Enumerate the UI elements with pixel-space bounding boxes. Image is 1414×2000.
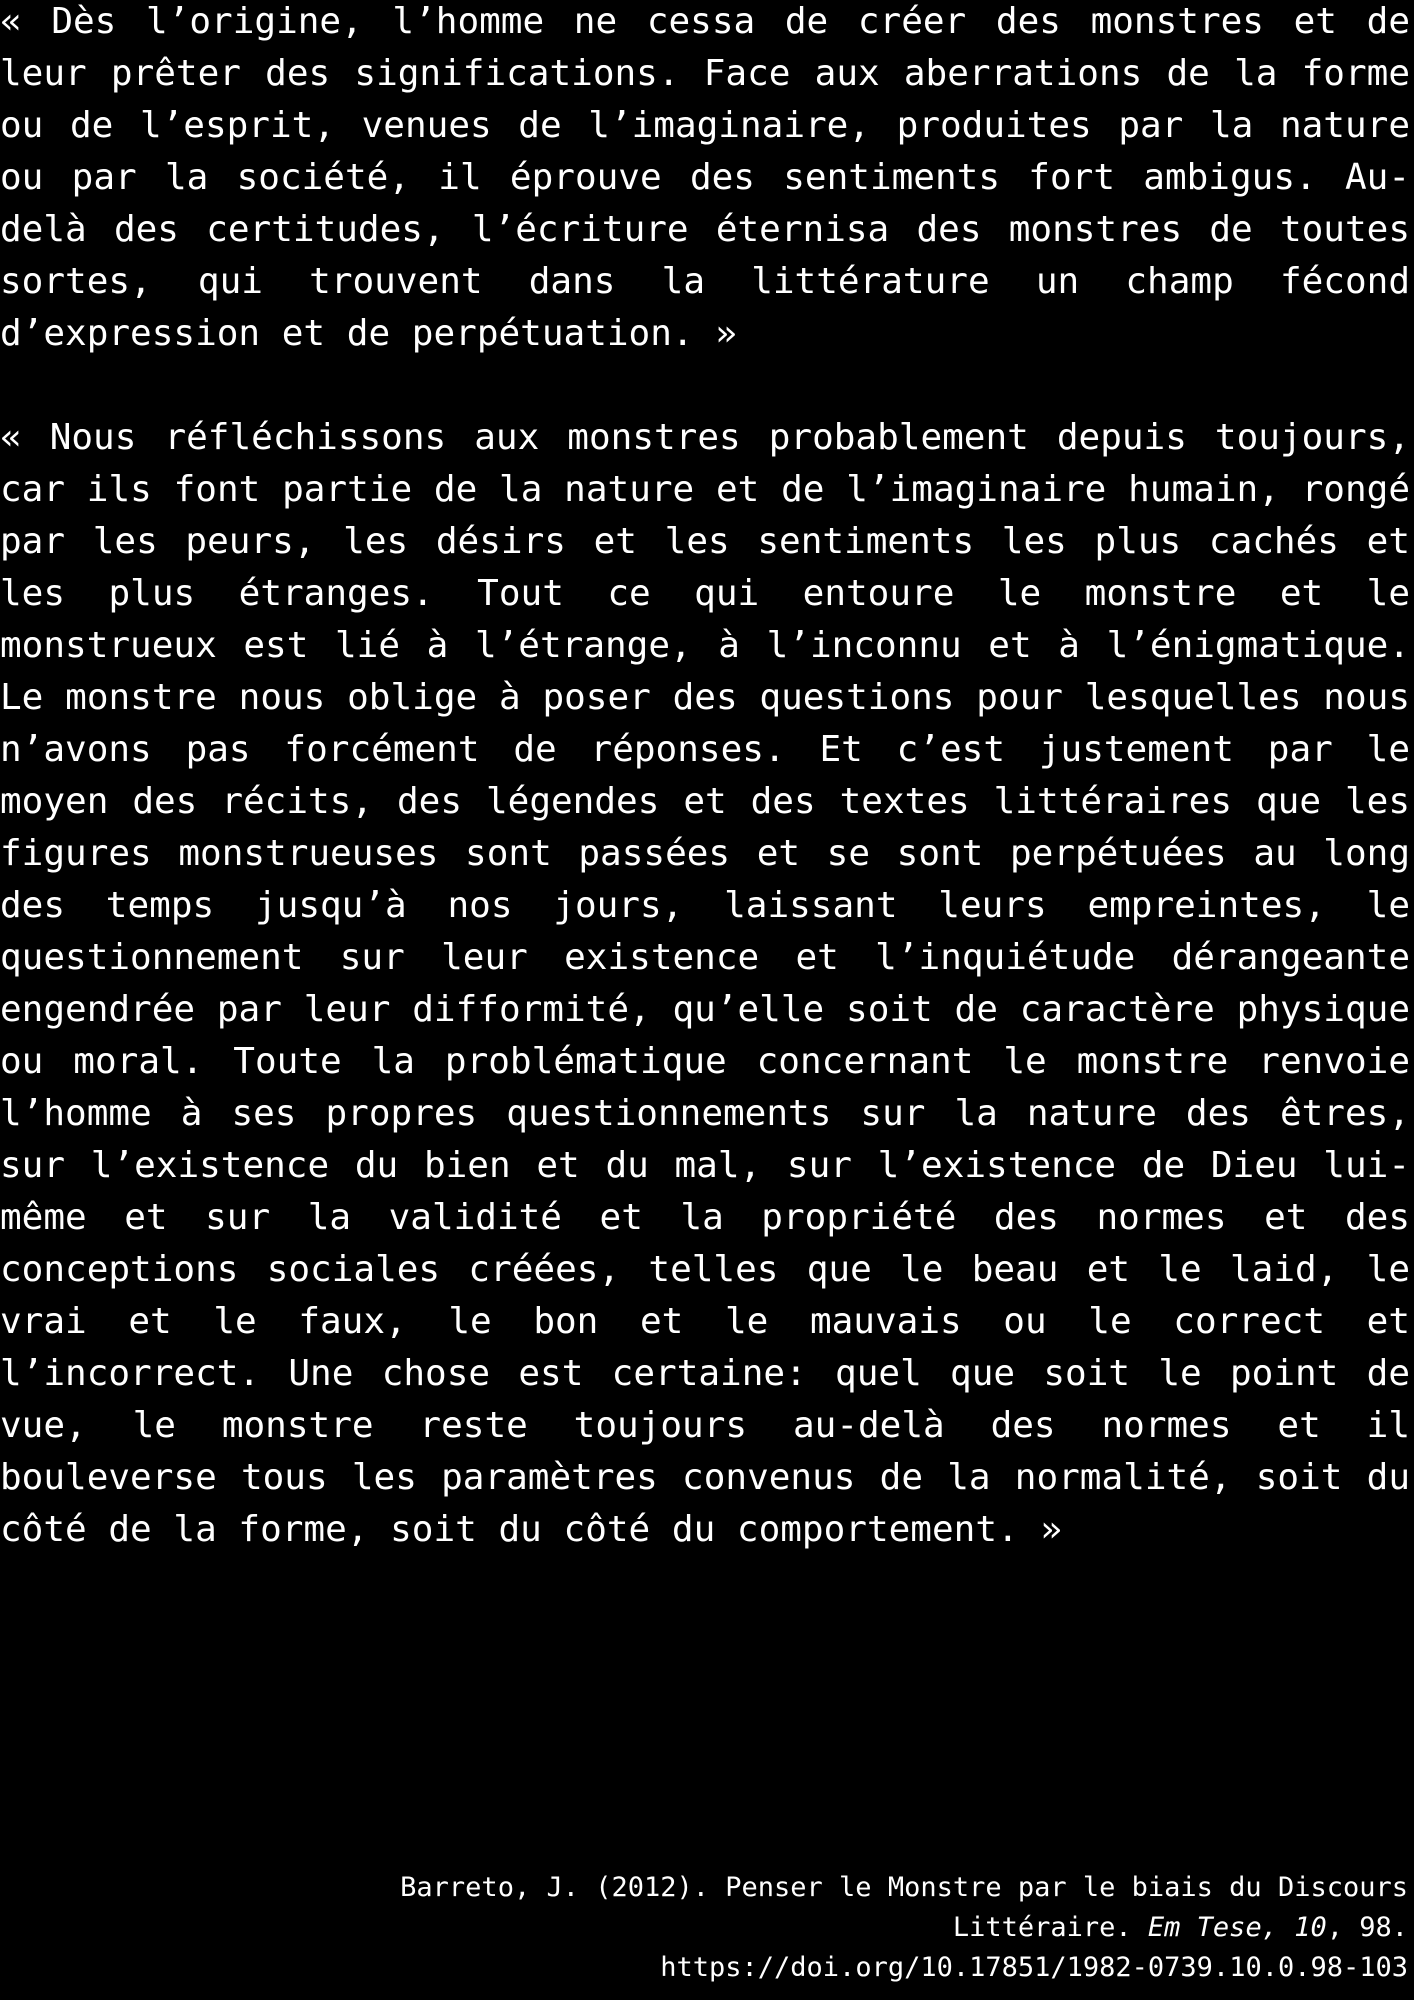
citation-line-1: Barreto, J. (2012). Penser le Monstre par le biais du Discours	[400, 1872, 1408, 1903]
quote-paragraph-2: « Nous réfléchissons aux monstres probablement depuis toujours, car ils font partie de la nature et de l’imaginaire humain, rongé par les peurs, les désirs et les sentiments les plus cachés et les plus étranges. Tout ce qui entoure le monstre et le monstrueux est lié à l’étrange, à l’inconnu et à l’énigmatique. Le monstre nous oblige à poser des questions pour lesquelles nous n’avons pas forcément de réponses. Et c’est justement par le moyen des récits, des légendes et des textes littéraires que les figures monstrueuses sont passées et se sont perpétuées au long des temps jusqu’à nos jours, laissant leurs empreintes, le questionnement sur leur existence et l’inquiétude dérangeante engendrée par leur difformité, qu’elle soit de caractère physique ou moral. Toute la problématique concernant le monstre renvoie l’homme à ses propres questionnements sur la nature des êtres, sur l’existence du bien et du mal, sur l’existence de Dieu lui-même et sur la validité et la propriété des normes et des conceptions sociales créées, telles que le beau et le laid, le vrai et le faux, le bon et le mauvais ou le correct et l’incorrect. Une chose est certaine: quel que soit le point de vue, le monstre reste toujours au-delà des normes et il bouleverse tous les paramètres convenus de la normalité, soit du côté de la forme, soit du côté du comportement. »	[0, 417, 1410, 1550]
citation-source-suffix: , 98.	[1326, 1912, 1408, 1943]
quote-paragraph-1: « Dès l’origine, l’homme ne cessa de créer des monstres et de leur prêter des significations. Face aux aberrations de la forme ou de l’esprit, venues de l’imaginaire, produites par la nature ou par la société, il éprouve des sentiments fort ambigus. Au-delà des certitudes, l’écriture éternisa des monstres de toutes sortes, qui trouvent dans la littérature un champ fécond d’expression et de perpétuation. »	[0, 1, 1410, 354]
citation-journal-title: Em Tese, 10	[1147, 1912, 1327, 1943]
paragraph-spacer	[0, 360, 1414, 412]
citation-doi-link[interactable]: https://doi.org/10.17851/1982-0739.10.0.98-103	[660, 1952, 1408, 1983]
citation-block	[0, 1868, 1408, 1988]
citation-line-2	[0, 1908, 1408, 1948]
citation-source-prefix: Littéraire.	[952, 1912, 1148, 1943]
